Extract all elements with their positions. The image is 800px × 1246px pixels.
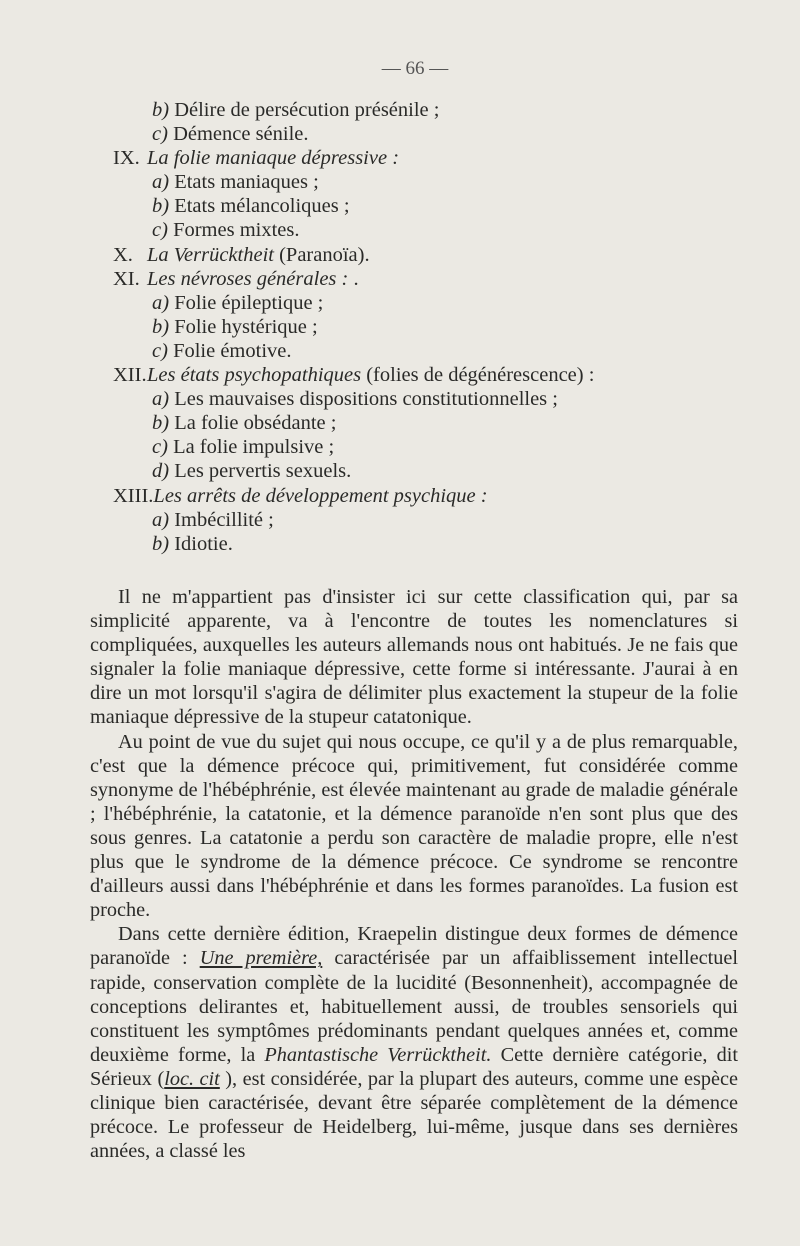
heading-title: Les arrêts de développement psychique :: [153, 484, 488, 507]
item-letter: a): [152, 388, 170, 411]
item-letter: b): [152, 195, 170, 218]
heading-title: La folie maniaque dépressive :: [147, 147, 400, 170]
paragraph-text: ), est considérée, par la plupart des auteurs, comme une espèce clinique bien caractérisée, devant être séparée complètement de la démence précoce. Le professeur de Heidelberg, lui-même, jusque dans ses dernières années, a classé les: [90, 1067, 738, 1163]
item-letter: c): [152, 123, 168, 146]
roman-numeral: XII.: [113, 364, 147, 387]
outline-item: [0, 435, 800, 459]
outline-item: [0, 532, 800, 556]
item-letter: b): [152, 315, 170, 338]
paragraph-text: Cette dernière catégorie, dit Sérieux (: [90, 1043, 738, 1090]
outline-item: [0, 387, 800, 411]
emphasis: Phantastische Verrücktheit.: [264, 1043, 492, 1066]
paragraph-text: Dans cette dernière édition, Kraepelin distingue deux formes de démence paranoïde :: [90, 923, 738, 970]
item-text: Folie épileptique ;: [169, 291, 324, 314]
outline-item: [0, 291, 800, 315]
emphasis: Une première,: [199, 947, 323, 970]
roman-numeral: IX.: [113, 147, 140, 170]
outline-item: [0, 315, 800, 339]
heading-suffix: (Paranoïa).: [273, 243, 370, 266]
outline-item: [0, 339, 800, 363]
citation: loc. cit: [164, 1067, 220, 1090]
heading-suffix: .: [348, 267, 359, 290]
item-text: Formes mixtes.: [167, 219, 300, 242]
outline-heading: [0, 484, 800, 508]
heading-title: Les états psychopathiques: [147, 364, 362, 387]
item-text: Etats mélancoliques ;: [169, 195, 350, 218]
item-letter: a): [152, 508, 170, 531]
body-text: [90, 585, 738, 1163]
paragraph: [90, 922, 738, 1163]
heading-suffix: (folies de dégénérescence) :: [361, 364, 595, 387]
item-text: La folie impulsive ;: [167, 436, 335, 459]
item-letter: b): [152, 99, 170, 121]
item-letter: c): [152, 219, 168, 242]
item-text: Démence sénile.: [167, 123, 309, 146]
paragraph: Au point de vue du sujet qui nous occupe, ce qu'il y a de plus remarquable, c'est que la démence précoce qui, primitivement, fut considérée comme synonyme de l'hébéphrénie, est élevée maintenant au grade de maladie générale ; l'hébéphrénie, la catatonie, et la démence paranoïde n'en sont plus que des sous genres. La catatonie a perdu son caractère de maladie propre, elle n'est plus que le syndrome de la démence précoce. Ce syndrome se rencontre d'ailleurs aussi dans l'hébéphrénie et dans les formes paranoïdes. La fusion est proche.: [90, 730, 738, 922]
item-text: Les pervertis sexuels.: [169, 460, 352, 483]
outline-item: [0, 194, 800, 218]
item-letter: a): [152, 171, 170, 194]
roman-numeral: XIII.: [113, 484, 154, 507]
outline-item: [0, 459, 800, 483]
item-letter: d): [152, 460, 170, 483]
item-text: Folie hystérique ;: [169, 315, 318, 338]
outline-item: [0, 170, 800, 194]
item-text: Folie émotive.: [167, 339, 292, 362]
page-number: — 66 —: [381, 58, 449, 79]
outline-item: [0, 122, 800, 146]
outline-item: [0, 218, 800, 242]
paragraph: Il ne m'appartient pas d'insister ici sur cette classification qui, par sa simplicité apparente, va à l'encontre de toutes les nomenclatures si compliquées, auxquelles les auteurs allemands nous ont habitués. Je ne fais que signaler la folie maniaque dépressive, cette forme si intéressante. J'aurai à en dire un mot lorsqu'il s'agira de délimiter plus exactement la stupeur de la folie maniaque dépressive de la stupeur catatonique.: [90, 586, 738, 729]
item-text: Idiotie.: [169, 532, 233, 555]
item-letter: c): [152, 436, 168, 459]
outline-heading: [0, 146, 800, 170]
item-text: Délire de persécution présénile ;: [169, 99, 440, 121]
heading-title: Les névroses générales :: [147, 267, 349, 290]
heading-title: La Verrücktheit: [147, 243, 274, 266]
outline-heading: [0, 267, 800, 291]
item-text: La folie obsédante ;: [169, 412, 337, 435]
paragraph-text: caractérisée par un affaiblissement intellectuel rapide, conservation complète de la lucidité (Besonnenheit), accompagnée de conceptions delirantes et, habituellement aussi, de troubles sensoriels qui constituent les symptômes prédominants pendant quelques années et, comme deuxième forme, la: [90, 947, 738, 1066]
roman-numeral: XI.: [113, 267, 140, 290]
outline-item: [0, 411, 800, 435]
classification-outline: [0, 98, 800, 556]
item-text: Etats maniaques ;: [169, 171, 319, 194]
item-text: Les mauvaises dispositions constitutionnelles ;: [169, 388, 558, 411]
roman-numeral: X.: [113, 243, 133, 266]
item-letter: b): [152, 532, 170, 555]
outline-item: [0, 98, 800, 122]
item-text: Imbécillité ;: [169, 508, 274, 531]
outline-heading: [0, 363, 800, 387]
outline-item: [0, 508, 800, 532]
item-letter: c): [152, 339, 168, 362]
item-letter: b): [152, 412, 170, 435]
outline-heading: [0, 243, 800, 267]
item-letter: a): [152, 291, 170, 314]
